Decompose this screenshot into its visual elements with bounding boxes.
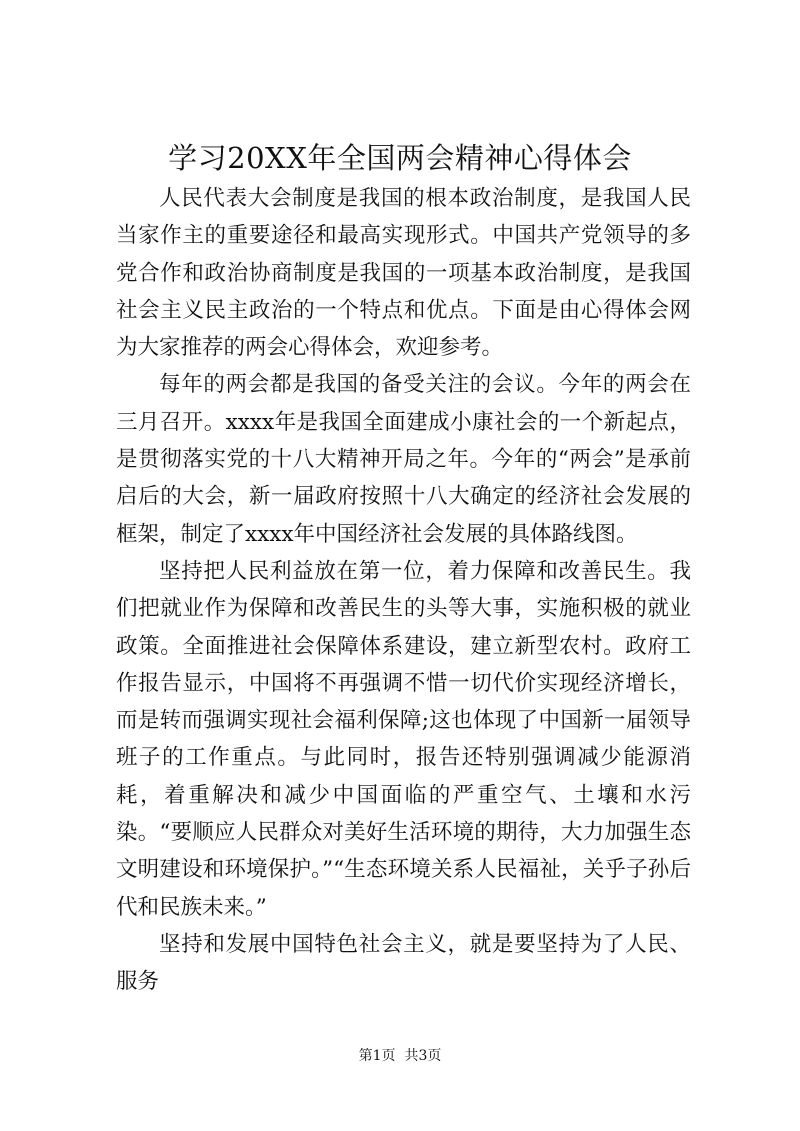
- paragraph-1: 人民代表大会制度是我国的根本政治制度，是我国人民当家作主的重要途径和最高实现形式。中国共产党领导的多党合作和政治协商制度是我国的一项基本政治制度，是我国社会主义民主政治的一个特点和优点。下面是由心得体会网为大家推荐的两会心得体会，欢迎参考。: [116, 186, 691, 361]
- document-title: 学习20XX年全国两会精神心得体会: [168, 141, 632, 175]
- paragraph-4: 坚持和发展中国特色社会主义，就是要坚持为了人民、服务: [116, 931, 691, 995]
- page-number: 第1页: [358, 1048, 396, 1064]
- page-total: 共3页: [404, 1048, 442, 1064]
- document-body: [116, 180, 691, 1001]
- paragraph-3: 坚持把人民利益放在第一位，着力保障和改善民生。我们把就业作为保障和改善民生的头等大事，实施积极的就业政策。全面推进社会保障体系建设，建立新型农村。政府工作报告显示，中国将不再强调不惜一切代价实现经济增长，而是转而强调实现社会福利保障;这也体现了中国新一届领导班子的工作重点。与此同时，报告还特别强调减少能源消耗，着重解决和减少中国面临的严重空气、土壤和水污染。“要顺应人民群众对美好生活环境的期待，大力加强生态文明建设和环境保护。”“生态环境关系人民福祉，关乎子孙后代和民族未来。”: [116, 558, 691, 920]
- paragraph-2: 每年的两会都是我国的备受关注的会议。今年的两会在三月召开。xxxx年是我国全面建成小康社会的一个新起点，是贯彻落实党的十八大精神开局之年。今年的“两会”是承前启后的大会，新一届政府按照十八大确定的经济社会发展的框架，制定了xxxx年中国经济社会发展的具体路线图。: [116, 372, 691, 547]
- page-footer: [0, 1046, 800, 1066]
